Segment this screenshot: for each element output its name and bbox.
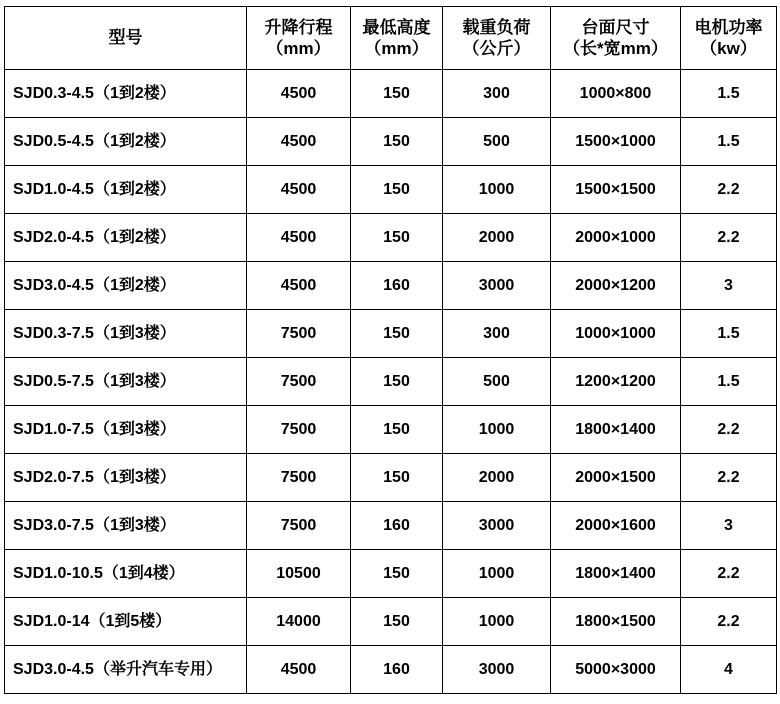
table-row [5, 70, 777, 118]
cell-model: SJD2.0-7.5（1到3楼） [5, 454, 247, 502]
cell-platform-size: 1800×1400 [551, 406, 681, 454]
cell-stroke: 7500 [247, 358, 351, 406]
cell-model: SJD3.0-4.5（1到2楼） [5, 262, 247, 310]
table-row [5, 598, 777, 646]
cell-stroke: 7500 [247, 310, 351, 358]
cell-stroke: 4500 [247, 166, 351, 214]
cell-motor-power: 1.5 [681, 310, 777, 358]
column-header-model [5, 7, 247, 70]
column-header-platform-size-line1: 台面尺寸 [581, 17, 650, 37]
cell-model: SJD3.0-7.5（1到3楼） [5, 502, 247, 550]
cell-stroke: 4500 [247, 646, 351, 694]
table-body [5, 70, 777, 694]
cell-platform-size: 1000×1000 [551, 310, 681, 358]
cell-platform-size: 2000×1000 [551, 214, 681, 262]
column-header-motor-power [681, 7, 777, 70]
cell-platform-size: 1800×1400 [551, 550, 681, 598]
cell-stroke: 14000 [247, 598, 351, 646]
cell-load: 3000 [443, 502, 551, 550]
cell-model: SJD0.3-4.5（1到2楼） [5, 70, 247, 118]
cell-model: SJD1.0-4.5（1到2楼） [5, 166, 247, 214]
column-header-platform-size [551, 7, 681, 70]
cell-platform-size: 2000×1600 [551, 502, 681, 550]
cell-stroke: 4500 [247, 70, 351, 118]
cell-platform-size: 1000×800 [551, 70, 681, 118]
cell-motor-power: 3 [681, 262, 777, 310]
column-header-stroke-line2: （mm） [266, 39, 331, 58]
cell-load: 1000 [443, 550, 551, 598]
cell-model: SJD1.0-14（1到5楼） [5, 598, 247, 646]
cell-model: SJD3.0-4.5（举升汽车专用） [5, 646, 247, 694]
table-row [5, 118, 777, 166]
cell-stroke: 7500 [247, 406, 351, 454]
cell-motor-power: 1.5 [681, 70, 777, 118]
cell-stroke: 4500 [247, 214, 351, 262]
column-header-load [443, 7, 551, 70]
cell-load: 500 [443, 118, 551, 166]
cell-motor-power: 1.5 [681, 118, 777, 166]
cell-platform-size: 1500×1500 [551, 166, 681, 214]
table-row [5, 214, 777, 262]
column-header-min-height-line1: 最低高度 [362, 17, 431, 37]
table-row [5, 646, 777, 694]
table-row [5, 310, 777, 358]
cell-load: 1000 [443, 166, 551, 214]
column-header-min-height [351, 7, 443, 70]
column-header-motor-power-line1: 电机功率 [694, 17, 763, 37]
cell-load: 300 [443, 310, 551, 358]
column-header-model-line1: 型号 [108, 28, 143, 48]
cell-min-height: 150 [351, 454, 443, 502]
table-header [5, 7, 777, 70]
cell-model: SJD1.0-10.5（1到4楼） [5, 550, 247, 598]
cell-platform-size: 2000×1500 [551, 454, 681, 502]
cell-platform-size: 2000×1200 [551, 262, 681, 310]
cell-platform-size: 5000×3000 [551, 646, 681, 694]
table-row [5, 262, 777, 310]
cell-load: 1000 [443, 598, 551, 646]
cell-model: SJD0.3-7.5（1到3楼） [5, 310, 247, 358]
cell-load: 2000 [443, 454, 551, 502]
specification-table [4, 6, 777, 694]
column-header-platform-size-line2: （长*宽mm） [563, 39, 668, 58]
column-header-min-height-line2: （mm） [364, 39, 429, 58]
cell-min-height: 150 [351, 598, 443, 646]
cell-load: 2000 [443, 214, 551, 262]
cell-motor-power: 3 [681, 502, 777, 550]
column-header-stroke-line1: 升降行程 [264, 17, 333, 37]
table-row [5, 166, 777, 214]
cell-motor-power: 2.2 [681, 550, 777, 598]
cell-motor-power: 2.2 [681, 214, 777, 262]
cell-model: SJD1.0-7.5（1到3楼） [5, 406, 247, 454]
table-header-row [5, 7, 777, 70]
cell-motor-power: 2.2 [681, 598, 777, 646]
table-row [5, 550, 777, 598]
column-header-stroke [247, 7, 351, 70]
cell-min-height: 150 [351, 214, 443, 262]
cell-model: SJD0.5-7.5（1到3楼） [5, 358, 247, 406]
cell-platform-size: 1200×1200 [551, 358, 681, 406]
cell-min-height: 150 [351, 70, 443, 118]
cell-load: 300 [443, 70, 551, 118]
cell-stroke: 4500 [247, 262, 351, 310]
cell-min-height: 150 [351, 550, 443, 598]
cell-min-height: 160 [351, 262, 443, 310]
cell-load: 3000 [443, 262, 551, 310]
table-row [5, 502, 777, 550]
cell-stroke: 4500 [247, 118, 351, 166]
column-header-load-line2: （公斤） [462, 39, 531, 58]
cell-min-height: 150 [351, 358, 443, 406]
cell-stroke: 7500 [247, 502, 351, 550]
cell-min-height: 160 [351, 502, 443, 550]
cell-min-height: 150 [351, 310, 443, 358]
cell-motor-power: 2.2 [681, 166, 777, 214]
table-row [5, 454, 777, 502]
cell-motor-power: 2.2 [681, 406, 777, 454]
cell-stroke: 10500 [247, 550, 351, 598]
cell-min-height: 150 [351, 166, 443, 214]
cell-min-height: 160 [351, 646, 443, 694]
cell-platform-size: 1500×1000 [551, 118, 681, 166]
cell-stroke: 7500 [247, 454, 351, 502]
cell-load: 1000 [443, 406, 551, 454]
cell-load: 3000 [443, 646, 551, 694]
cell-motor-power: 4 [681, 646, 777, 694]
cell-platform-size: 1800×1500 [551, 598, 681, 646]
cell-min-height: 150 [351, 406, 443, 454]
cell-model: SJD0.5-4.5（1到2楼） [5, 118, 247, 166]
table-row [5, 406, 777, 454]
column-header-load-line1: 载重负荷 [462, 17, 531, 37]
cell-motor-power: 1.5 [681, 358, 777, 406]
cell-motor-power: 2.2 [681, 454, 777, 502]
cell-min-height: 150 [351, 118, 443, 166]
cell-model: SJD2.0-4.5（1到2楼） [5, 214, 247, 262]
column-header-motor-power-line2: （kw） [700, 39, 757, 58]
table-row [5, 358, 777, 406]
cell-load: 500 [443, 358, 551, 406]
